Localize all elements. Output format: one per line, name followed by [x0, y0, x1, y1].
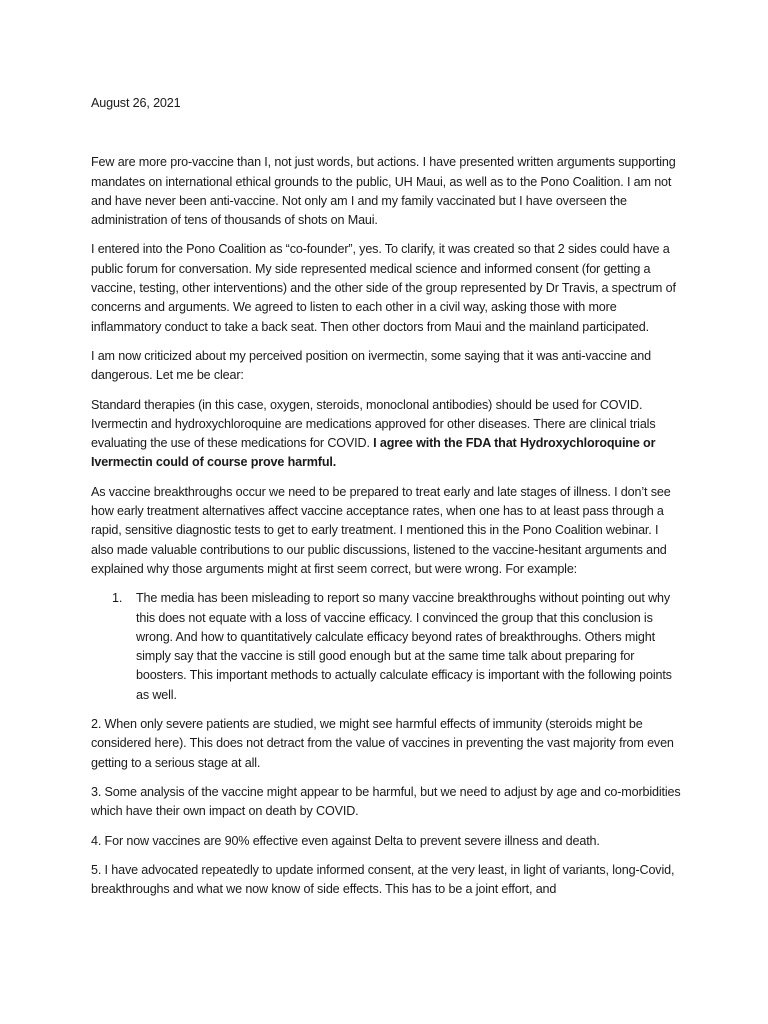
paragraph-vaccine-breakthroughs: As vaccine breakthroughs occur we need to be prepared to treat early and late stages of illness. I don’t see how early treatment alternatives affect vaccine acceptance rates, when one has to at least pass through a rapid, sensitive diagnostic tests to get to early treatment. I mentioned this in the Pono Coalition webinar. I also made valuable contributions to our public discussions, listened to the vaccine-hesitant arguments and explained why those arguments might at first seem correct, but were wrong. For example: [91, 484, 671, 576]
document-body [91, 94, 681, 909]
list-item-text: The media has been misleading to report so many vaccine breakthroughs without pointing out why this does not equate with a loss of vaccine efficacy. I convinced the group that this conclusion is wrong. And how to quantitatively calculate efficacy beyond rates of breakthroughs. Others might simply say that the vaccine is still good enough but at the same time talk about preparing for boosters. This important methods to actually calculate efficacy is important with the following points as well. [136, 591, 672, 702]
letter-date: August 26, 2021 [91, 96, 181, 110]
paragraph-pro-vaccine: Few are more pro-vaccine than I, not just words, but actions. I have presented written arguments supporting mandates on international ethical grounds to the public, UH Maui, as well as to the Pono Coalition. I am not and have never been anti-vaccine. Not only am I and my family vaccinated but I have overseen the administration of tens of thousands of shots on Maui. [91, 155, 676, 228]
list-item [91, 589, 681, 705]
point-delta-efficacy: 4. For now vaccines are 90% effective even against Delta to prevent severe illness and death. [91, 833, 600, 848]
paragraph-standard-therapies [91, 396, 681, 473]
numbered-list [91, 589, 681, 705]
point-informed-consent: 5. I have advocated repeatedly to update informed consent, at the very least, in light of variants, long-Covid, breakthroughs and what we now know of side effects. This has to be a joint effort, and [91, 862, 675, 897]
fda-agreement-bold-text: I agree with the FDA that Hydroxychloroquine or Ivermectin could of course prove harmful. [91, 436, 656, 470]
paragraph-pono-coalition: I entered into the Pono Coalition as “co-founder”, yes. To clarify, it was created so that 2 sides could have a public forum for conversation. My side represented medical science and informed consent (for getting a vaccine, testing, other interventions) and the other side of the group represented by Dr Travis, a spectrum of concerns and arguments. We agreed to listen to each other in a civil way, asking those with more inflammatory conduct to take a back seat. Then other doctors from Maui and the mainland participated. [91, 242, 676, 334]
point-severe-patients: 2. When only severe patients are studied, we might see harmful effects of immunity (steroids might be considered here). This does not detract from the value of vaccines in preventing the vast majority from even getting to a serious stage at all. [91, 717, 674, 770]
paragraph-ivermectin-criticism: I am now criticized about my perceived position on ivermectin, some saying that it was anti-vaccine and dangerous. Let me be clear: [91, 348, 651, 383]
standard-therapies-text: Standard therapies (in this case, oxygen, steroids, monoclonal antibodies) should be used for COVID. Ivermectin and hydroxychloroquine are medications approved for other diseases. There are clinical trials evaluating the use of these medications for COVID. [91, 397, 656, 451]
list-item-number: 1. [112, 591, 123, 606]
point-age-comorbidities: 3. Some analysis of the vaccine might appear to be harmful, but we need to adjust by age and co-morbidities which have their own impact on death by COVID. [91, 784, 681, 819]
